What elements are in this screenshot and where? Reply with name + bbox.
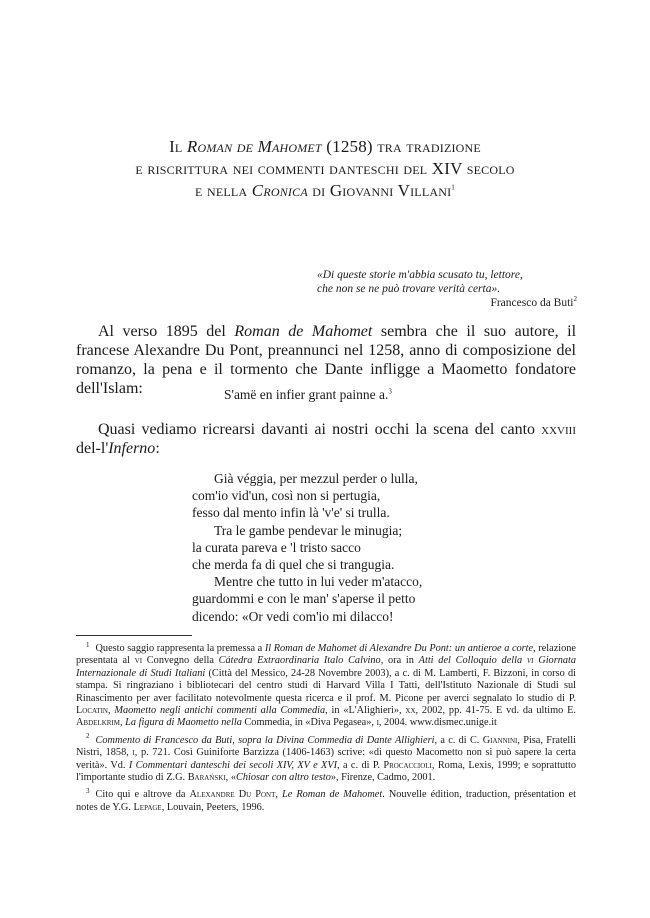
inferno-verse xyxy=(192,470,422,625)
verse-line: che merda fa di quel che si trangugia. xyxy=(192,557,395,573)
epigraph xyxy=(277,268,577,310)
paragraph-1: Al verso 1895 del Roman de Mahomet sembra che il suo autore, il francese Alexandre Du Pont, preannunci nel 1258, anno di composizione del romanzo, la pena e il tormento che Dante infligge a Maometto fondatore dell'Islam: xyxy=(76,323,577,397)
verse-line: fesso dal mento infin là 'v'e' si trulla. xyxy=(192,505,390,521)
title-line-2: e riscrittura nei commenti danteschi del XIV secolo xyxy=(135,159,515,178)
footnote-ref-1[interactable]: 1 xyxy=(451,183,455,192)
verse-line: la curata pareva e 'l tristo sacco xyxy=(192,539,361,555)
title-line-1: Il Roman de Mahomet (1258) tra tradizione xyxy=(169,137,481,156)
old-french-quote: S'amë en infier grant painne a.$^3$ xyxy=(224,387,392,402)
epigraph-line-2: che non se ne può trovare verità certa». xyxy=(317,283,501,295)
footnote-2: 2 Commento di Francesco da Buti, sopra la Divina Commedia di Dante Allighieri, a c. di C. Giannini, Pisa, Fratelli Nistri, 1858, i, p. 721. Così Guiniforte Barzizza (1406-1463) scrive: «di questo Macometto non si può sapere la certa verità». Vd. I Commentari danteschi dei secoli XIV, XV e XVI, a c. di P. Procaccioli, Roma, Lexis, 1999; e soprattutto l'importante studio di Z.G. Barański, «Chiosar con altro testo», Firenze, Cadmo, 2001. xyxy=(76,732,576,784)
epigraph-author: Francesco da Buti$^2$ xyxy=(490,295,577,309)
footnote-ref-3[interactable]: 3 xyxy=(388,387,392,396)
footnote-3: 3 Cito qui e altrove da Alexandre Du Pont, Le Roman de Mahomet. Nouvelle édition, traduction, présentation et notes de Y.G. Lepage, Louvain, Peeters, 1996. xyxy=(76,787,576,813)
title-line-3: e nella Cronica di Giovanni Villani$^1$ xyxy=(195,181,455,200)
verse-line: Già véggia, per mezzul perder o lulla, xyxy=(214,471,418,486)
verse-line: guardommi e con le man' s'aperse il petto xyxy=(192,591,416,607)
verse-line: Mentre che tutto in lui veder m'atacco, xyxy=(214,574,423,590)
verse-line: com'io vid'un, così non si pertugia, xyxy=(192,488,381,504)
footnotes xyxy=(76,640,577,819)
paragraph-2: Quasi vediamo ricrearsi davanti ai nostri occhi la scena del canto xxviii del-l'Inferno: xyxy=(76,421,576,457)
chapter-title xyxy=(0,136,650,202)
verse-line: Tra le gambe pendevar le minugia; xyxy=(214,522,403,538)
footnote-ref-2[interactable]: 2 xyxy=(573,295,577,304)
verse-line: dicendo: «Or vedi com'io mi dilacco! xyxy=(192,608,394,624)
footnote-1: 1 Questo saggio rappresenta la premessa a Il Roman de Mahomet di Alexandre Du Pont: un antieroe a corte, relazione presentata al vi Convegno della Cátedra Extraordinaria Italo Calvino, ora in Atti del Colloquio della vi Giornata Internazionale di Studi Italiani (Città del Messico, 24-28 Novembre 2003), a c. di M. Lamberti, F. Bizzoni, in corso di stampa. Si ringraziano i bibliotecari del centro studi di Harvard Villa I Tatti, dell'Istituto Nazionale di Studi sul Rinascimento per aver facilitato notevolmente questa ricerca e il prof. M. Picone per averci segnalato lo studio di P. Locatin, Maometto negli antichi commenti alla Commedia, in «L'Alighieri», xx, 2002, pp. 41-75. E vd. da ultimo E. Abdelkrim, La figura di Maometto nella Commedia, in «Diva Pegasea», i, 2004. www.dismec.unige.it xyxy=(76,640,577,729)
epigraph-line-1: «Di queste storie m'abbia scusato tu, lettore, xyxy=(317,269,523,281)
footnote-divider xyxy=(76,635,192,636)
